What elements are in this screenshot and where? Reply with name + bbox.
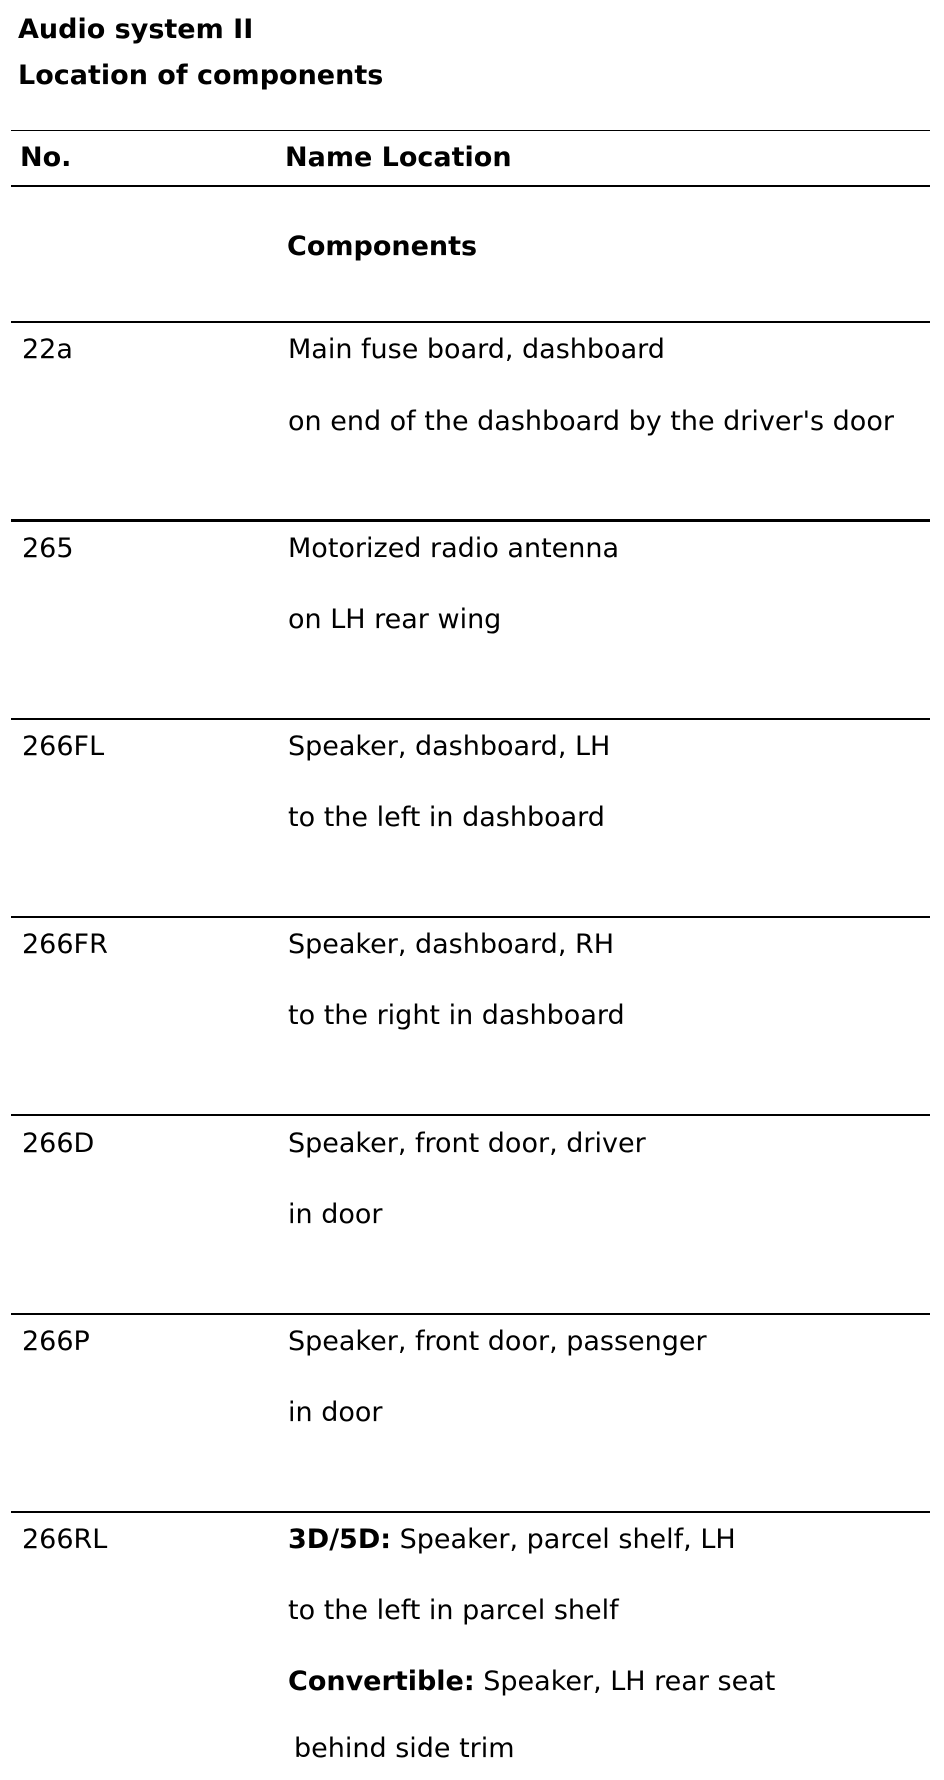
row-number: 266FR	[22, 929, 108, 960]
title-location-of-components: Location of components	[18, 60, 384, 91]
row-divider	[11, 718, 930, 720]
row-divider	[11, 1114, 930, 1116]
component-location: in door	[288, 1199, 383, 1230]
title-audio-system: Audio system II	[18, 14, 254, 45]
variant-label-3d5d: 3D/5D:	[288, 1524, 392, 1555]
row-number: 266P	[22, 1326, 90, 1357]
component-location: behind side trim	[294, 1733, 515, 1764]
variant-label-convertible: Convertible:	[288, 1666, 475, 1697]
row-divider	[11, 1313, 930, 1315]
column-header-name-location: Name Location	[285, 142, 512, 173]
component-name: Speaker, LH rear seat	[483, 1666, 776, 1697]
row-divider	[11, 519, 930, 522]
component-name: Speaker, front door, driver	[288, 1128, 646, 1159]
table-top-rule	[11, 130, 930, 131]
component-name: Motorized radio antenna	[288, 533, 620, 564]
component-location: to the left in dashboard	[288, 802, 605, 833]
component-location: in door	[288, 1397, 383, 1428]
component-name: Speaker, front door, passenger	[288, 1326, 707, 1357]
row-number: 265	[22, 533, 74, 564]
row-number: 22a	[22, 334, 73, 365]
component-location: on LH rear wing	[288, 604, 502, 635]
header-rule	[11, 185, 930, 187]
component-name-3d5d	[288, 1526, 736, 1553]
component-location: to the left in parcel shelf	[288, 1595, 619, 1626]
component-name: Speaker, parcel shelf, LH	[399, 1524, 736, 1555]
section-heading: Components	[287, 231, 478, 262]
component-name: Main fuse board, dashboard	[288, 334, 665, 365]
component-name: Speaker, dashboard, LH	[288, 731, 611, 762]
component-location: on end of the dashboard by the driver's door	[288, 406, 894, 437]
component-name: Speaker, dashboard, RH	[288, 929, 615, 960]
row-divider	[11, 916, 930, 918]
row-divider	[11, 1511, 930, 1513]
row-number: 266D	[22, 1128, 95, 1159]
row-number: 266RL	[22, 1524, 108, 1555]
column-header-no: No.	[20, 142, 72, 173]
row-number: 266FL	[22, 731, 105, 762]
component-location: to the right in dashboard	[288, 1000, 625, 1031]
component-name-convertible	[288, 1668, 775, 1695]
row-divider	[11, 321, 930, 323]
